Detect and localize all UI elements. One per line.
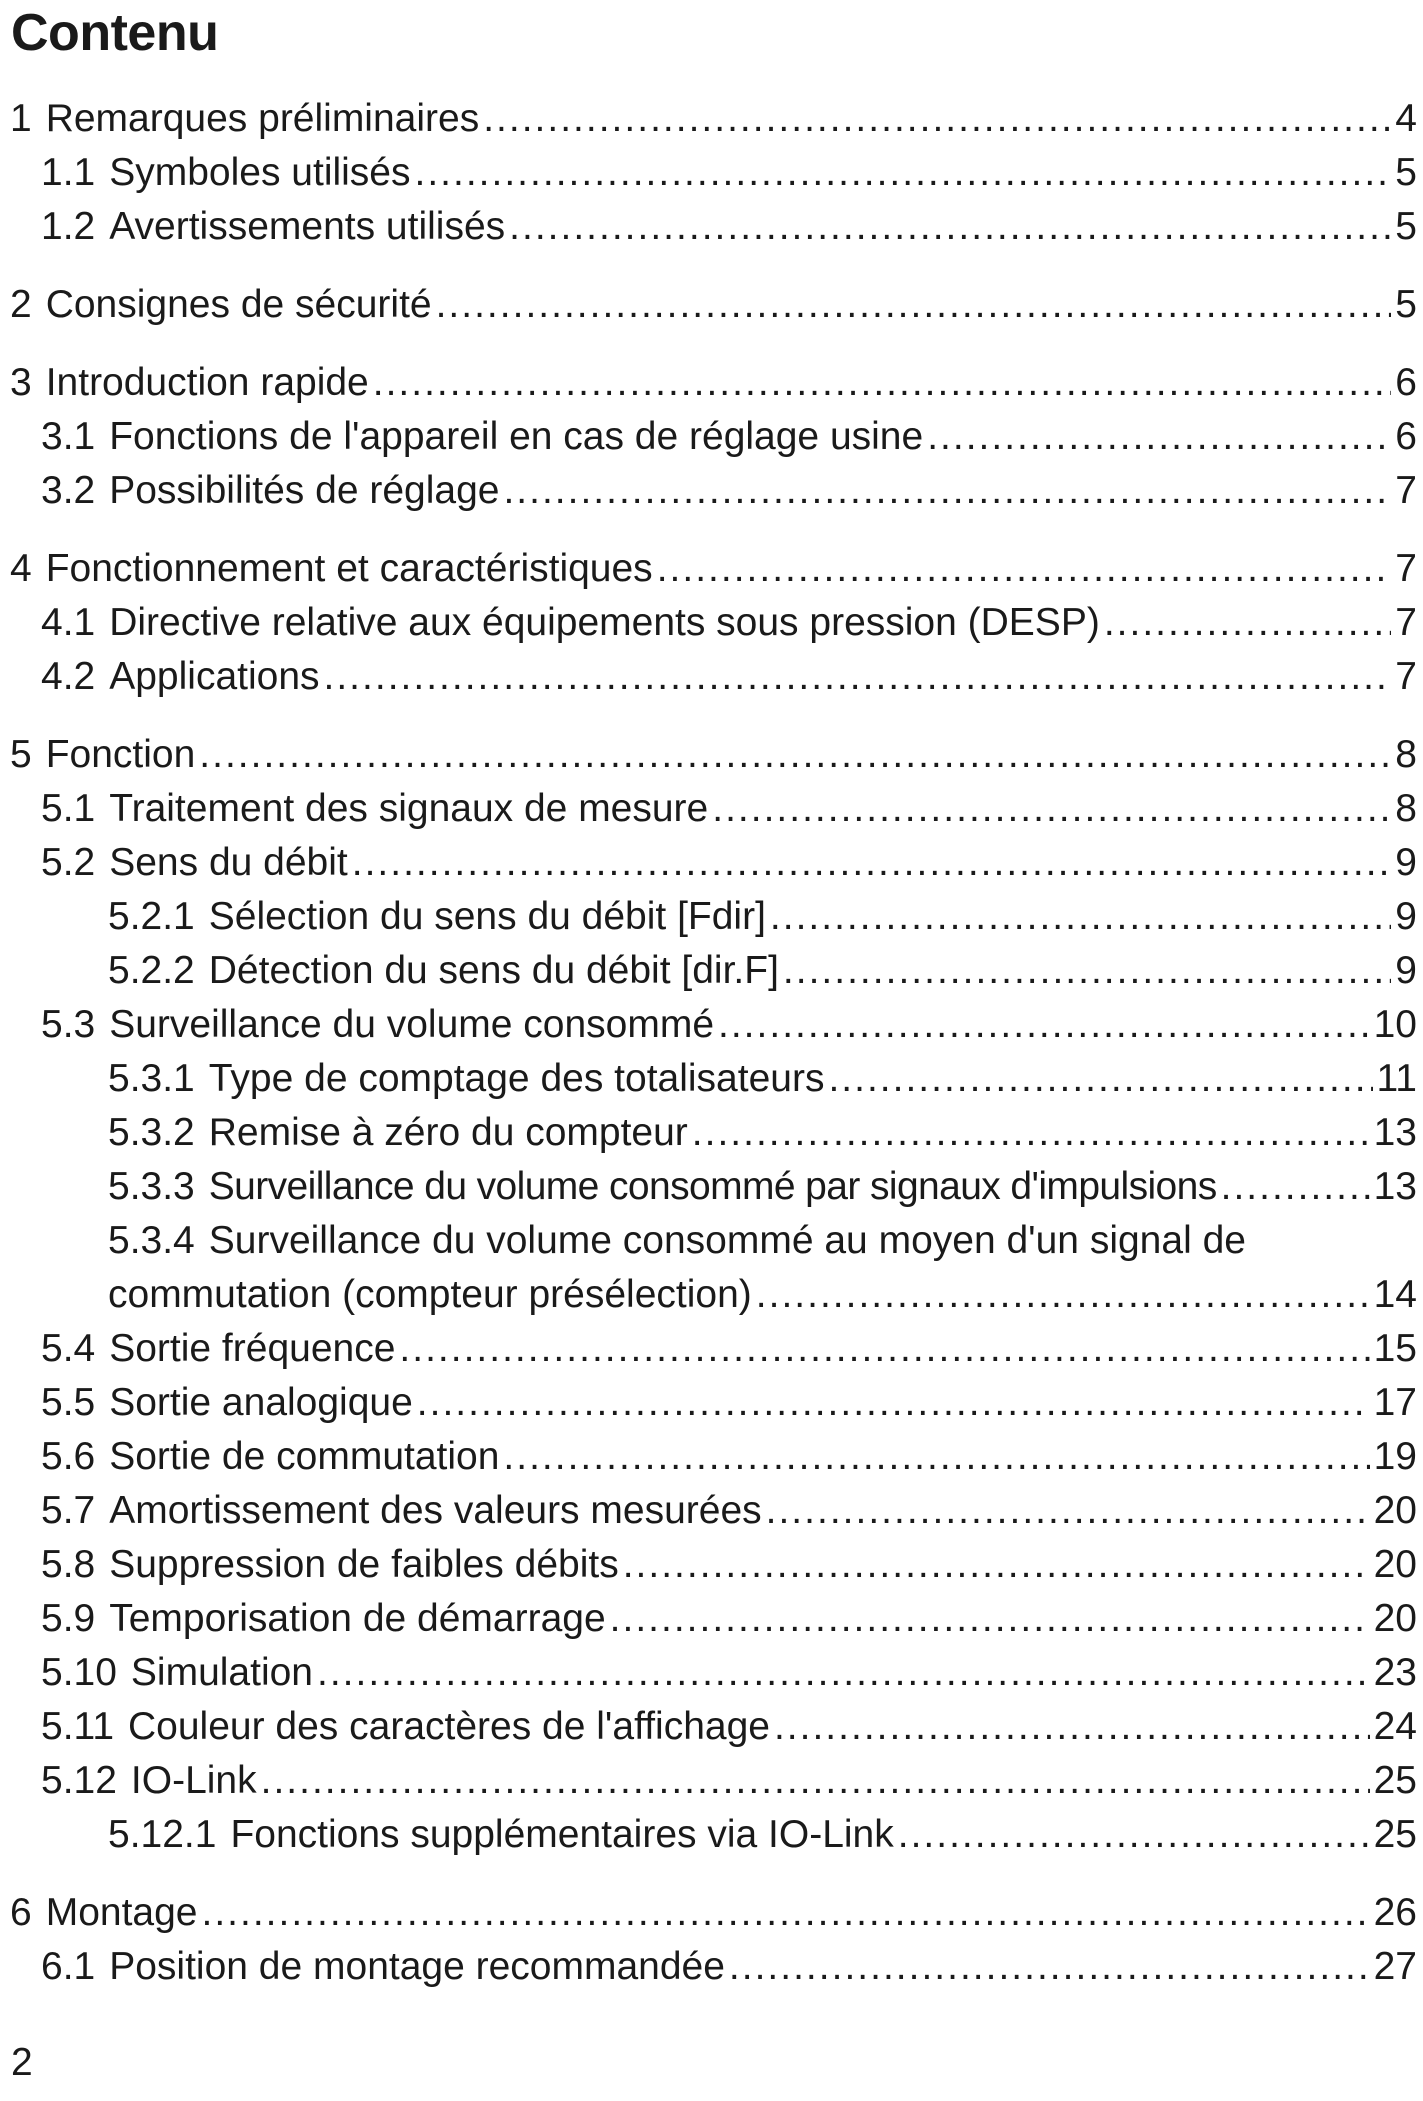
toc-entry[interactable] [0,92,1423,146]
toc-entry-page: 13 [1373,1111,1417,1154]
toc-leader-dots [610,1592,1370,1646]
toc-entry-title: Amortissement des valeurs mesurées [109,1489,762,1532]
toc-entry-number: 3 [10,361,32,404]
toc-entry[interactable] [0,944,1423,998]
toc-leader-dots [729,1940,1370,1994]
toc-leader-dots [927,410,1391,464]
toc-entry[interactable] [0,728,1423,782]
toc-entry-title: Suppression de faibles débits [109,1543,619,1586]
page-number: 2 [11,2041,33,2084]
toc-entry-title: Simulation [130,1651,313,1694]
toc-entry-number: 5.3.3 [108,1165,195,1208]
toc-entry[interactable] [0,1754,1423,1808]
toc-leader-dots [774,1700,1370,1754]
toc-entry[interactable] [0,200,1423,254]
toc-entry-title: Remise à zéro du compteur [208,1111,688,1154]
toc-entry-number: 5.10 [41,1651,117,1694]
toc-entry-number: 5.2.2 [108,949,195,992]
toc-entry-page: 19 [1373,1435,1417,1478]
toc-entry-number: 5.6 [41,1435,96,1478]
toc-entry-page: 24 [1373,1705,1417,1748]
toc-leader-dots [503,464,1391,518]
toc-leader-dots [415,146,1392,200]
toc-entry-number: 5.12 [41,1759,117,1802]
toc-entry-page: 5 [1395,205,1417,248]
toc-entry-number: 5.2 [41,841,96,884]
toc-leader-dots [657,542,1392,596]
toc-leader-dots [324,650,1392,704]
toc-entry[interactable] [0,1538,1423,1592]
toc-leader-dots [483,92,1391,146]
toc-entry-number: 5.3.1 [108,1057,195,1100]
toc-leader-dots [783,944,1391,998]
toc-leader-dots [261,1754,1370,1808]
toc-entry-page: 5 [1395,151,1417,194]
toc-entry[interactable] [0,1106,1423,1160]
toc-entry[interactable] [0,1940,1423,1994]
toc-entry-title-continuation: commutation (compteur présélection) [108,1273,752,1316]
toc-leader-dots [623,1538,1370,1592]
toc-entry[interactable] [0,410,1423,464]
toc-entry[interactable] [0,542,1423,596]
toc-leader-dots [503,1430,1369,1484]
toc-entry-number: 5.12.1 [108,1813,217,1856]
toc-entry-title: Position de montage recommandée [109,1945,725,1988]
toc-entry[interactable] [0,1376,1423,1430]
toc-entry-page: 14 [1373,1273,1417,1316]
toc-entry[interactable] [0,1808,1423,1862]
toc-entry-number: 5 [10,733,32,776]
toc-entry-number: 1 [10,97,32,140]
toc-entry-page: 9 [1395,841,1417,884]
toc-entry-number: 6.1 [41,1945,96,1988]
toc-entry-page: 27 [1373,1945,1417,1988]
toc-entry-number: 5.5 [41,1381,96,1424]
toc-entry[interactable] [0,1646,1423,1700]
toc-leader-dots [509,200,1391,254]
toc-leader-dots [1221,1160,1370,1214]
toc-entry[interactable] [0,1430,1423,1484]
toc-entry-number: 4 [10,547,32,590]
toc-entry-page: 11 [1376,1057,1417,1100]
toc-entry-title: Montage [45,1891,198,1934]
toc-entry-number: 5.3.2 [108,1111,195,1154]
toc-entry-continuation[interactable] [0,1268,1423,1322]
toc-entry[interactable] [0,146,1423,200]
toc-entry-number: 4.2 [41,655,96,698]
toc-entry-page: 20 [1373,1489,1417,1532]
toc-entry-number: 4.1 [41,601,96,644]
toc-entry[interactable] [0,356,1423,410]
toc-entry-number: 3.2 [41,469,96,512]
toc-entry-page: 17 [1373,1381,1417,1424]
toc-leader-dots [770,890,1391,944]
toc-leader-dots [436,278,1392,332]
toc-entry-title: Fonction [45,733,196,776]
toc-entry-page: 5 [1395,283,1417,326]
toc-entry-title: Sens du débit [109,841,348,884]
toc-entry-number: 1.1 [41,151,96,194]
toc-entry-number: 2 [10,283,32,326]
toc-leader-dots [712,782,1391,836]
toc-leader-dots [417,1376,1370,1430]
toc-entry-page: 7 [1395,601,1417,644]
toc-entry[interactable] [0,464,1423,518]
toc-entry-number: 5.4 [41,1327,96,1370]
toc-leader-dots [373,356,1392,410]
toc-entry[interactable] [0,1484,1423,1538]
toc-entry-title: Sortie de commutation [109,1435,500,1478]
toc-entry[interactable] [0,1322,1423,1376]
toc-entry[interactable] [0,1592,1423,1646]
toc-entry-page: 6 [1395,361,1417,404]
toc-entry-number: 5.8 [41,1543,96,1586]
toc-entry-page: 10 [1373,1003,1417,1046]
table-of-contents [0,92,1423,1994]
toc-entry-page: 15 [1373,1327,1417,1370]
toc-entry-number: 3.1 [41,415,96,458]
toc-entry-title: Type de comptage des totalisateurs [208,1057,825,1100]
toc-entry[interactable] [0,836,1423,890]
toc-entry[interactable] [0,650,1423,704]
toc-entry-page: 9 [1395,949,1417,992]
toc-entry-page: 26 [1373,1891,1417,1934]
toc-entry-page: 23 [1373,1651,1417,1694]
toc-entry-page: 7 [1395,655,1417,698]
toc-entry-title: Temporisation de démarrage [109,1597,606,1640]
toc-leader-dots [828,1052,1372,1106]
toc-leader-dots [1104,596,1391,650]
toc-entry-title: Surveillance du volume consommé [109,1003,715,1046]
toc-entry[interactable] [0,1214,1423,1268]
toc-entry-title: Couleur des caractères de l'affichage [128,1705,770,1748]
toc-entry-page: 9 [1395,895,1417,938]
toc-entry-number: 5.7 [41,1489,96,1532]
toc-entry-page: 20 [1373,1597,1417,1640]
toc-entry-number: 1.2 [41,205,96,248]
page-title: Contenu [11,4,219,62]
toc-leader-dots [199,728,1391,782]
toc-entry-title: Applications [109,655,320,698]
toc-leader-dots [692,1106,1370,1160]
toc-leader-dots [317,1646,1370,1700]
toc-leader-dots [766,1484,1370,1538]
toc-entry-number: 5.3 [41,1003,96,1046]
toc-entry-title: Sélection du sens du débit [Fdir] [208,895,766,938]
toc-entry[interactable] [0,1886,1423,1940]
toc-leader-dots [352,836,1392,890]
toc-leader-dots [718,998,1370,1052]
toc-leader-dots [201,1886,1369,1940]
toc-entry[interactable] [0,782,1423,836]
toc-entry-page: 7 [1395,547,1417,590]
toc-entry-number: 5.1 [41,787,96,830]
toc-leader-dots [756,1268,1370,1322]
toc-entry-title: Surveillance du volume consommé par signaux d'impulsions [208,1165,1217,1208]
toc-entry-page: 4 [1395,97,1417,140]
toc-entry-title: Avertissements utilisés [109,205,506,248]
toc-entry-title: Fonctions de l'appareil en cas de réglage usine [109,415,924,458]
toc-entry-page: 13 [1373,1165,1417,1208]
toc-entry-number: 6 [10,1891,32,1934]
toc-entry-title: Fonctionnement et caractéristiques [45,547,653,590]
toc-entry[interactable] [0,596,1423,650]
toc-entry-title: Traitement des signaux de mesure [109,787,709,830]
toc-entry-title: IO-Link [130,1759,257,1802]
toc-entry[interactable] [0,1160,1423,1214]
toc-entry-page: 7 [1395,469,1417,512]
toc-entry-page: 25 [1373,1813,1417,1856]
toc-entry-number: 5.2.1 [108,895,195,938]
toc-leader-dots [898,1808,1370,1862]
toc-entry-title: Remarques préliminaires [45,97,480,140]
toc-entry[interactable] [0,998,1423,1052]
toc-entry-number: 5.3.4 [108,1219,195,1262]
toc-entry-title: Détection du sens du débit [dir.F] [208,949,779,992]
toc-entry[interactable] [0,1052,1423,1106]
toc-leader-dots [399,1322,1369,1376]
toc-entry-title: Sortie fréquence [109,1327,396,1370]
toc-entry-title: Possibilités de réglage [109,469,500,512]
toc-entry-page: 8 [1395,787,1417,830]
toc-entry[interactable] [0,890,1423,944]
toc-entry-title: Introduction rapide [45,361,369,404]
toc-entry-page: 20 [1373,1543,1417,1586]
toc-entry-number: 5.11 [41,1705,115,1748]
toc-entry[interactable] [0,1700,1423,1754]
toc-entry-number: 5.9 [41,1597,96,1640]
toc-entry-title: Surveillance du volume consommé au moyen d'un signal de [208,1219,1246,1262]
toc-entry-title: Fonctions supplémentaires via IO-Link [230,1813,894,1856]
toc-entry-page: 8 [1395,733,1417,776]
toc-entry-title: Directive relative aux équipements sous pression (DESP) [109,601,1100,644]
toc-entry-title: Sortie analogique [109,1381,413,1424]
toc-entry[interactable] [0,278,1423,332]
toc-entry-title: Symboles utilisés [109,151,411,194]
toc-entry-page: 6 [1395,415,1417,458]
toc-entry-page: 25 [1373,1759,1417,1802]
toc-entry-title: Consignes de sécurité [45,283,432,326]
